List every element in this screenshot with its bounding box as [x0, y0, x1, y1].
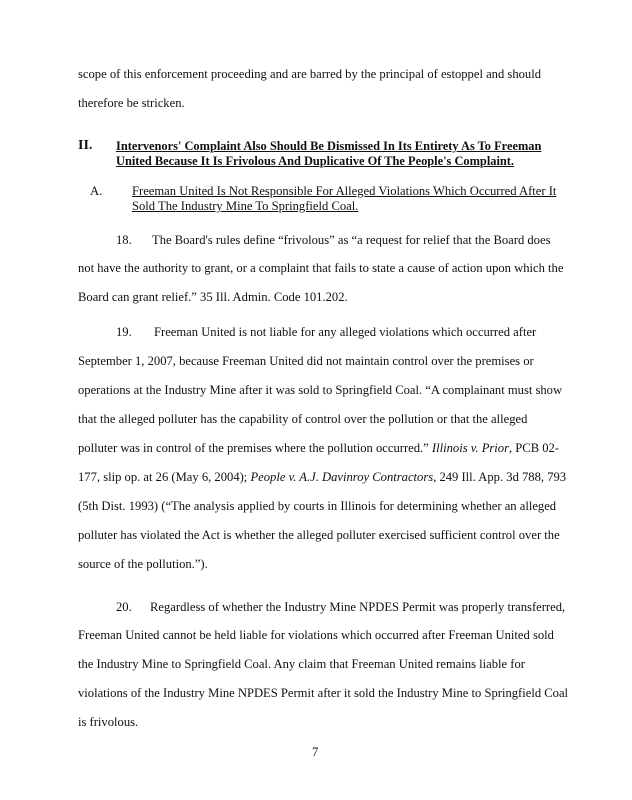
paragraph-20-line-5: is frivolous.: [78, 715, 139, 729]
paragraph-19-line-6: 177, slip op. at 26 (May 6, 2004); People v. A.J. Davinroy Contractors, 249 Ill. App. 3d 788, 793: [78, 470, 567, 484]
paragraph-18-line-1: The Board's rules define “frivolous” as “a request for relief that the Board does: [152, 233, 551, 247]
paragraph-19-line-7: (5th Dist. 1993) (“The analysis applied by courts in Illinois for determining whether an alleged: [78, 499, 557, 513]
paragraph-19-line-5-text: polluter was in control of the premises where the pollution occurred.” Illinois v. Prior, PCB 02-: [78, 441, 560, 455]
paragraph-18-number: 18.: [116, 233, 132, 247]
case-name: People v. A.J. Davinroy Contractors: [250, 470, 434, 484]
paragraph-19-line-8: polluter has violated the Act is whether the alleged polluter exercised sufficient control over the: [78, 528, 560, 542]
section-number: II.: [78, 138, 93, 153]
subsection-letter: A.: [90, 184, 103, 198]
paragraph-19-line-4: that the alleged polluter has the capability of control over the pollution or that the alleged: [78, 412, 528, 426]
section-title-line-1: Intervenors' Complaint Also Should Be Dismissed In Its Entirety As To Freeman: [116, 139, 542, 153]
paragraph-20-line-1: Regardless of whether the Industry Mine NPDES Permit was properly transferred,: [150, 600, 566, 614]
paragraph-18-line-3: Board can grant relief.” 35 Ill. Admin. Code 101.202.: [78, 290, 348, 304]
paragraph-19-number: 19.: [116, 325, 132, 339]
paragraph-19-line-2: September 1, 2007, because Freeman United did not maintain control over the premises or: [78, 354, 534, 368]
page-number: 7: [312, 745, 319, 759]
paragraph-20-line-4: violations of the Industry Mine NPDES Permit after it sold the Industry Mine to Springfield Coal: [78, 686, 569, 700]
intro-line-1: scope of this enforcement proceeding and are barred by the principal of estoppel and should: [78, 67, 542, 81]
paragraph-19-line-3: operations at the Industry Mine after it was sold to Springfield Coal. “A complainant must show: [78, 383, 563, 397]
paragraph-20-line-3: the Industry Mine to Springfield Coal. Any claim that Freeman United remains liable for: [78, 657, 525, 671]
intro-line-2: therefore be stricken.: [78, 96, 185, 110]
paragraph-20-number: 20.: [116, 600, 132, 614]
case-name: Illinois v. Prior: [431, 441, 509, 455]
section-title-line-2: United Because It Is Frivolous And Duplicative Of The People's Complaint.: [116, 154, 515, 168]
paragraph-19-line-5: [78, 442, 559, 455]
paragraph-20-line-2: Freeman United cannot be held liable for violations which occurred after Freeman United sold: [78, 628, 554, 642]
paragraph-19-line-1: Freeman United is not liable for any alleged violations which occurred after: [154, 325, 537, 339]
subsection-title-line-1: Freeman United Is Not Responsible For Alleged Violations Which Occurred After It: [132, 184, 557, 198]
paragraph-18-line-2: not have the authority to grant, or a complaint that fails to state a cause of action upon which the: [78, 261, 564, 275]
paragraph-19-line-9: source of the pollution.”).: [78, 557, 208, 571]
subsection-title-line-2: Sold The Industry Mine To Springfield Coal.: [132, 199, 359, 213]
